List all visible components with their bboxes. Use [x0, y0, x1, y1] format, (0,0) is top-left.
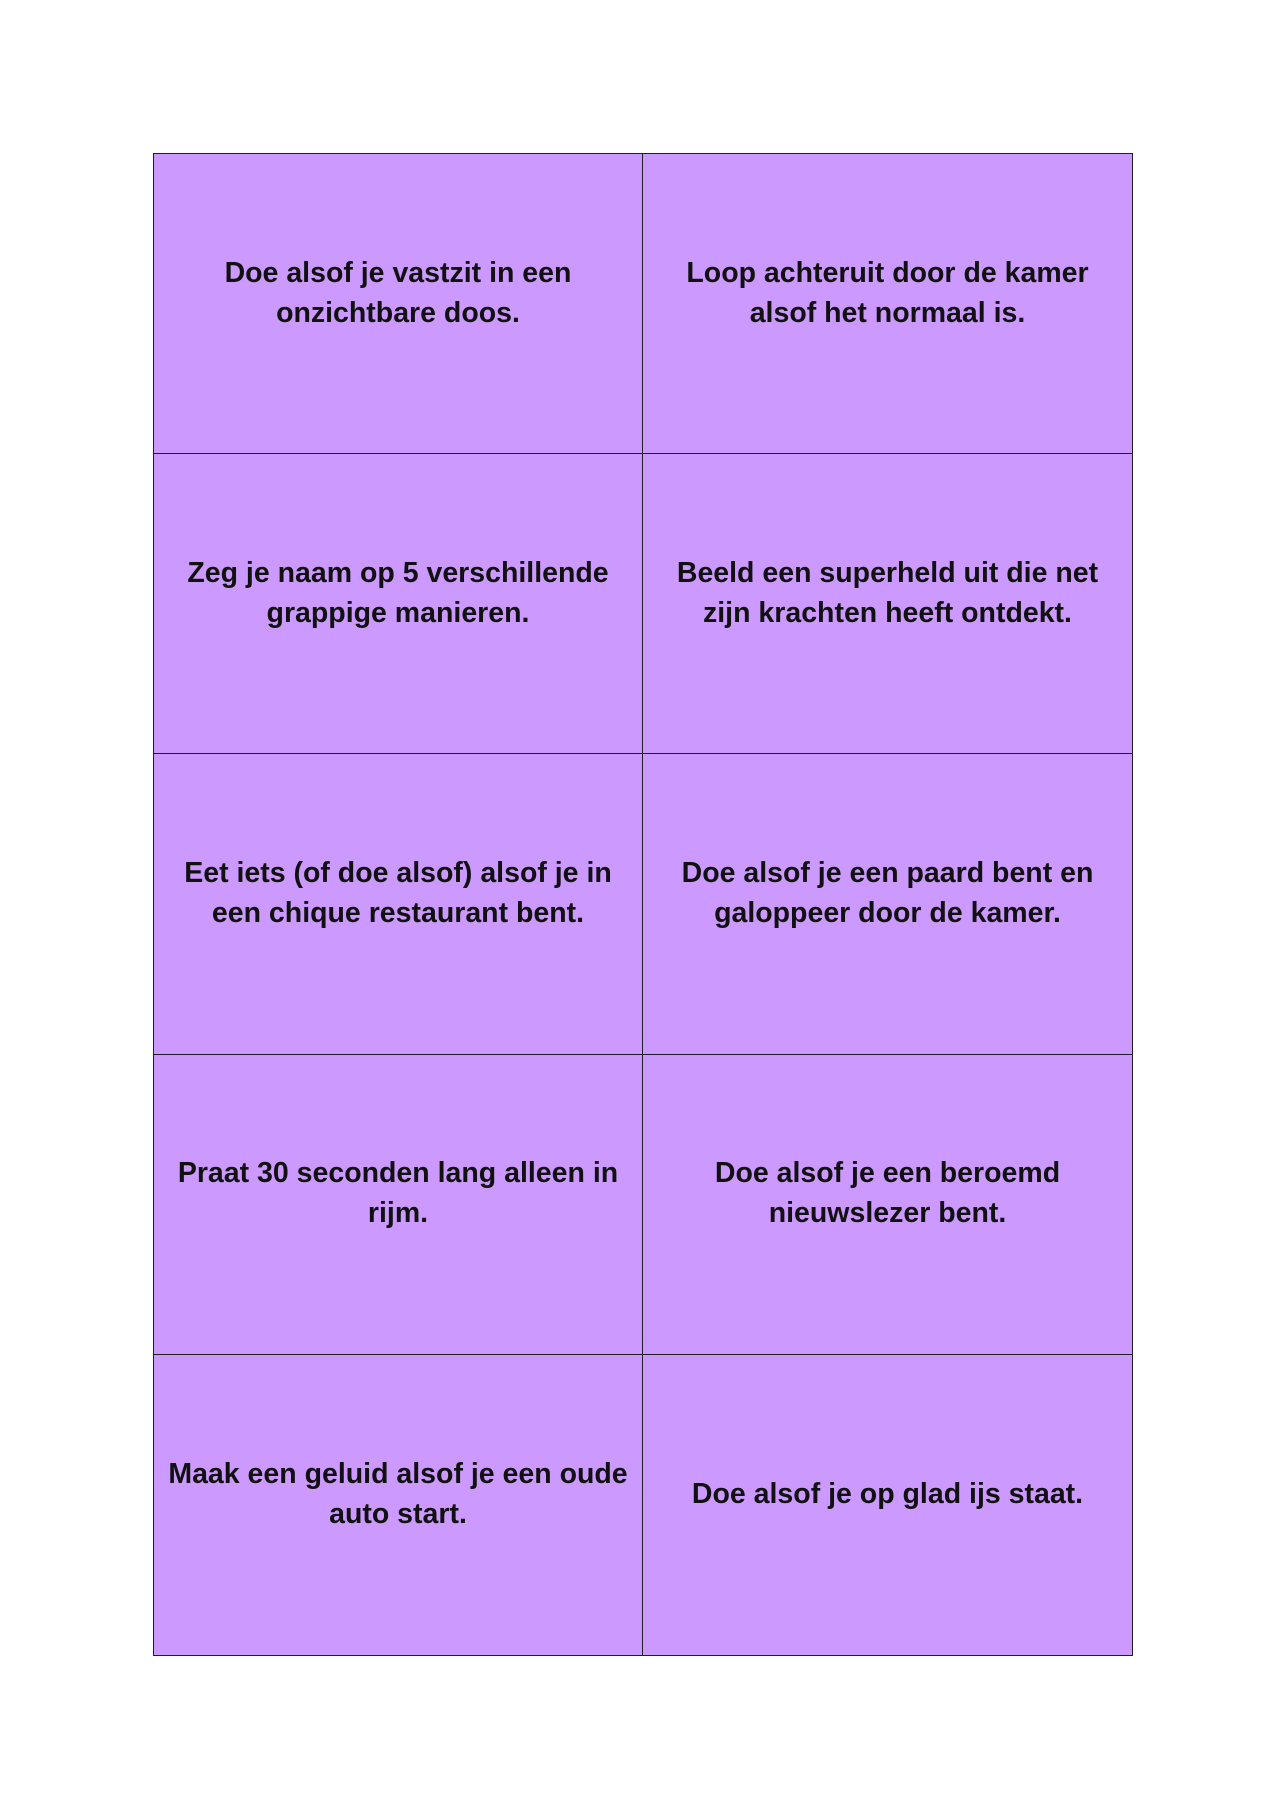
card [154, 454, 643, 754]
card-grid [153, 153, 1133, 1656]
card-text: Doe alsof je vastzit in een onzichtbare doos. [224, 256, 572, 329]
card [643, 754, 1132, 1054]
card [154, 1055, 643, 1355]
card [154, 754, 643, 1054]
card-text: Beeld een superheld uit die net zijn krachten heeft ontdekt. [676, 556, 1099, 629]
card-text: Doe alsof je een beroemd nieuwslezer bent. [714, 1157, 1061, 1230]
card [643, 1055, 1132, 1355]
card-text: Eet iets (of doe alsof) alsof je in een chique restaurant bent. [184, 856, 612, 929]
card-text: Doe alsof je op glad ijs staat. [691, 1477, 1084, 1510]
card-text: Praat 30 seconden lang alleen in rijm. [177, 1157, 619, 1230]
card-text: Zeg je naam op 5 verschillende grappige manieren. [187, 556, 609, 629]
card [154, 154, 643, 454]
card [643, 454, 1132, 754]
card [643, 154, 1132, 454]
card [154, 1355, 643, 1655]
card-text: Doe alsof je een paard bent en galoppeer door de kamer. [681, 856, 1094, 929]
card-text: Loop achteruit door de kamer alsof het normaal is. [686, 256, 1089, 329]
card-text: Maak een geluid alsof je een oude auto start. [168, 1457, 628, 1530]
card [643, 1355, 1132, 1655]
